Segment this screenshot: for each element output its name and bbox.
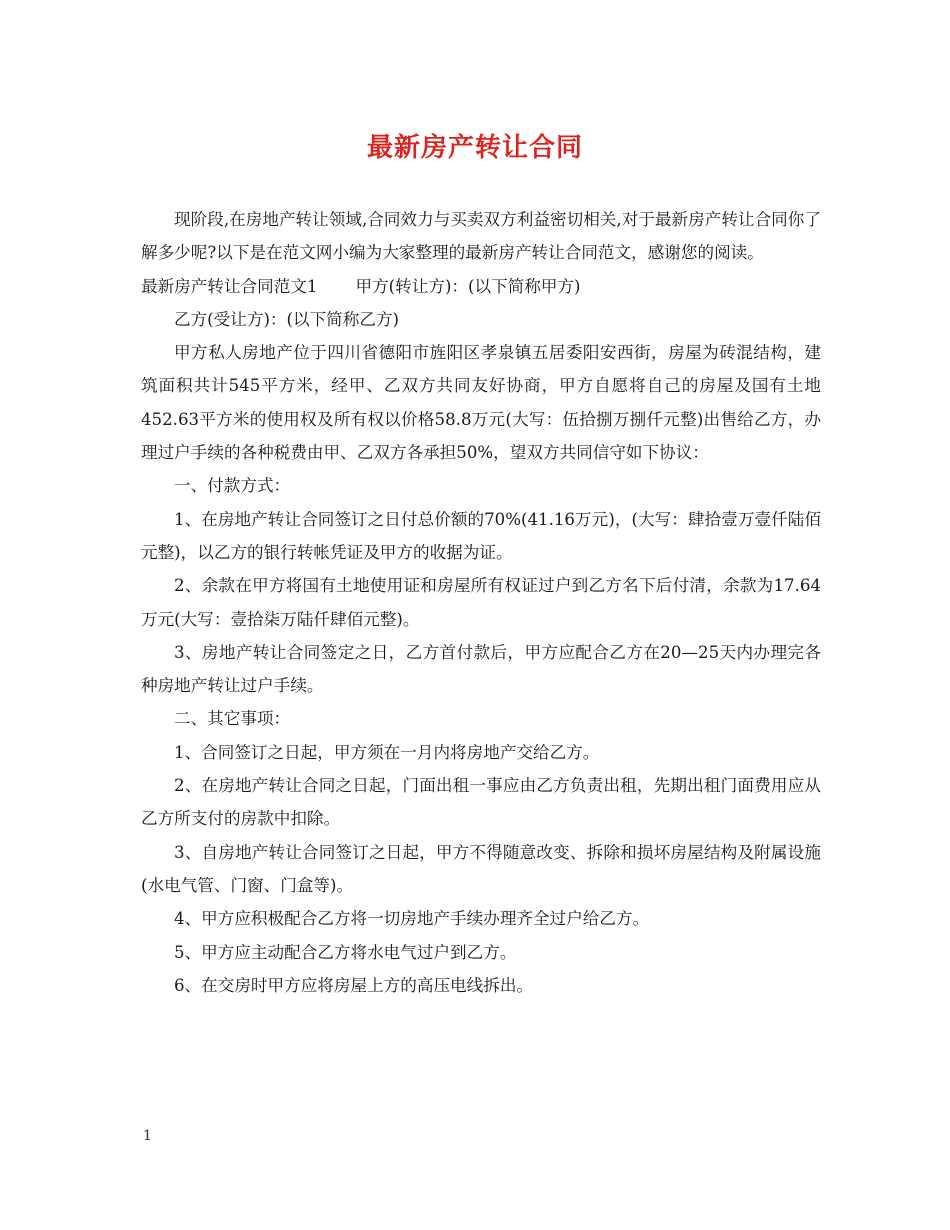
section1-item: 1、在房地产转让合同签订之日付总价额的70%(41.16万元)，(大写：肆拾壹万壹仟陆佰元整)，以乙方的银行转帐凭证及甲方的收据为证。 [141, 509, 821, 562]
section1-item: 2、余款在甲方将国有土地使用证和房屋所有权证过户到乙方名下后付清，余款为17.64万元(大写：壹拾柒万陆仟肆佰元整)。 [141, 576, 821, 629]
document-title: 最新房产转让合同 [366, 133, 583, 163]
section2-title: 二、其它事项： [174, 709, 291, 729]
section2-item: 5、甲方应主动配合乙方将水电气过户到乙方。 [174, 942, 517, 962]
page-number: 1 [143, 1128, 152, 1144]
party-a-label: 甲方(转让方)：(以下简称甲方) [355, 276, 581, 296]
party-b-label: 乙方(受让方)：(以下简称乙方) [174, 309, 400, 329]
sample-heading: 最新房产转让合同范文1 [141, 276, 318, 296]
section2-item: 1、合同签订之日起，甲方须在一月内将房地产交给乙方。 [174, 742, 600, 762]
section2-item: 6、在交房时甲方应将房屋上方的高压电线拆出。 [174, 975, 534, 995]
section2-item: 2、在房地产转让合同之日起，门面出租一事应由乙方负责出租，先期出租门面费用应从乙方所支付的房款中扣除。 [141, 776, 821, 829]
intro-paragraph: 现阶段,在房地产转让领域,合同效力与买卖双方利益密切相关,对于最新房产转让合同你了解多少呢?以下是在范文网小编为大家整理的最新房产转让合同范文，感谢您的阅读。 [141, 210, 821, 263]
section2-item: 4、甲方应积极配合乙方将一切房地产手续办理齐全过户给乙方。 [174, 909, 650, 929]
section1-item: 3、房地产转让合同签定之日，乙方首付款后，甲方应配合乙方在20—25天内办理完各种房地产转让过户手续。 [141, 642, 821, 696]
section2-item: 3、自房地产转让合同签订之日起，甲方不得随意改变、拆除和损坏房屋结构及附属设施(水电气管、门窗、门盒等)。 [141, 842, 821, 895]
heading-line [141, 270, 821, 303]
section1-title: 一、付款方式： [174, 476, 291, 496]
document-body [141, 203, 821, 1002]
property-description: 甲方私人房地产位于四川省德阳市旌阳区孝泉镇五居委阳安西街，房屋为砖混结构，建筑面积共计545平方米，经甲、乙双方共同友好协商，甲方自愿将自己的房屋及国有土地452.63平方米的使用权及所有权以价格58.8万元(大写：伍拾捌万捌仟元整)出售给乙方，办理过户手续的各种税费由甲、乙双方各承担50%，望双方共同信守如下协议： [141, 343, 821, 463]
